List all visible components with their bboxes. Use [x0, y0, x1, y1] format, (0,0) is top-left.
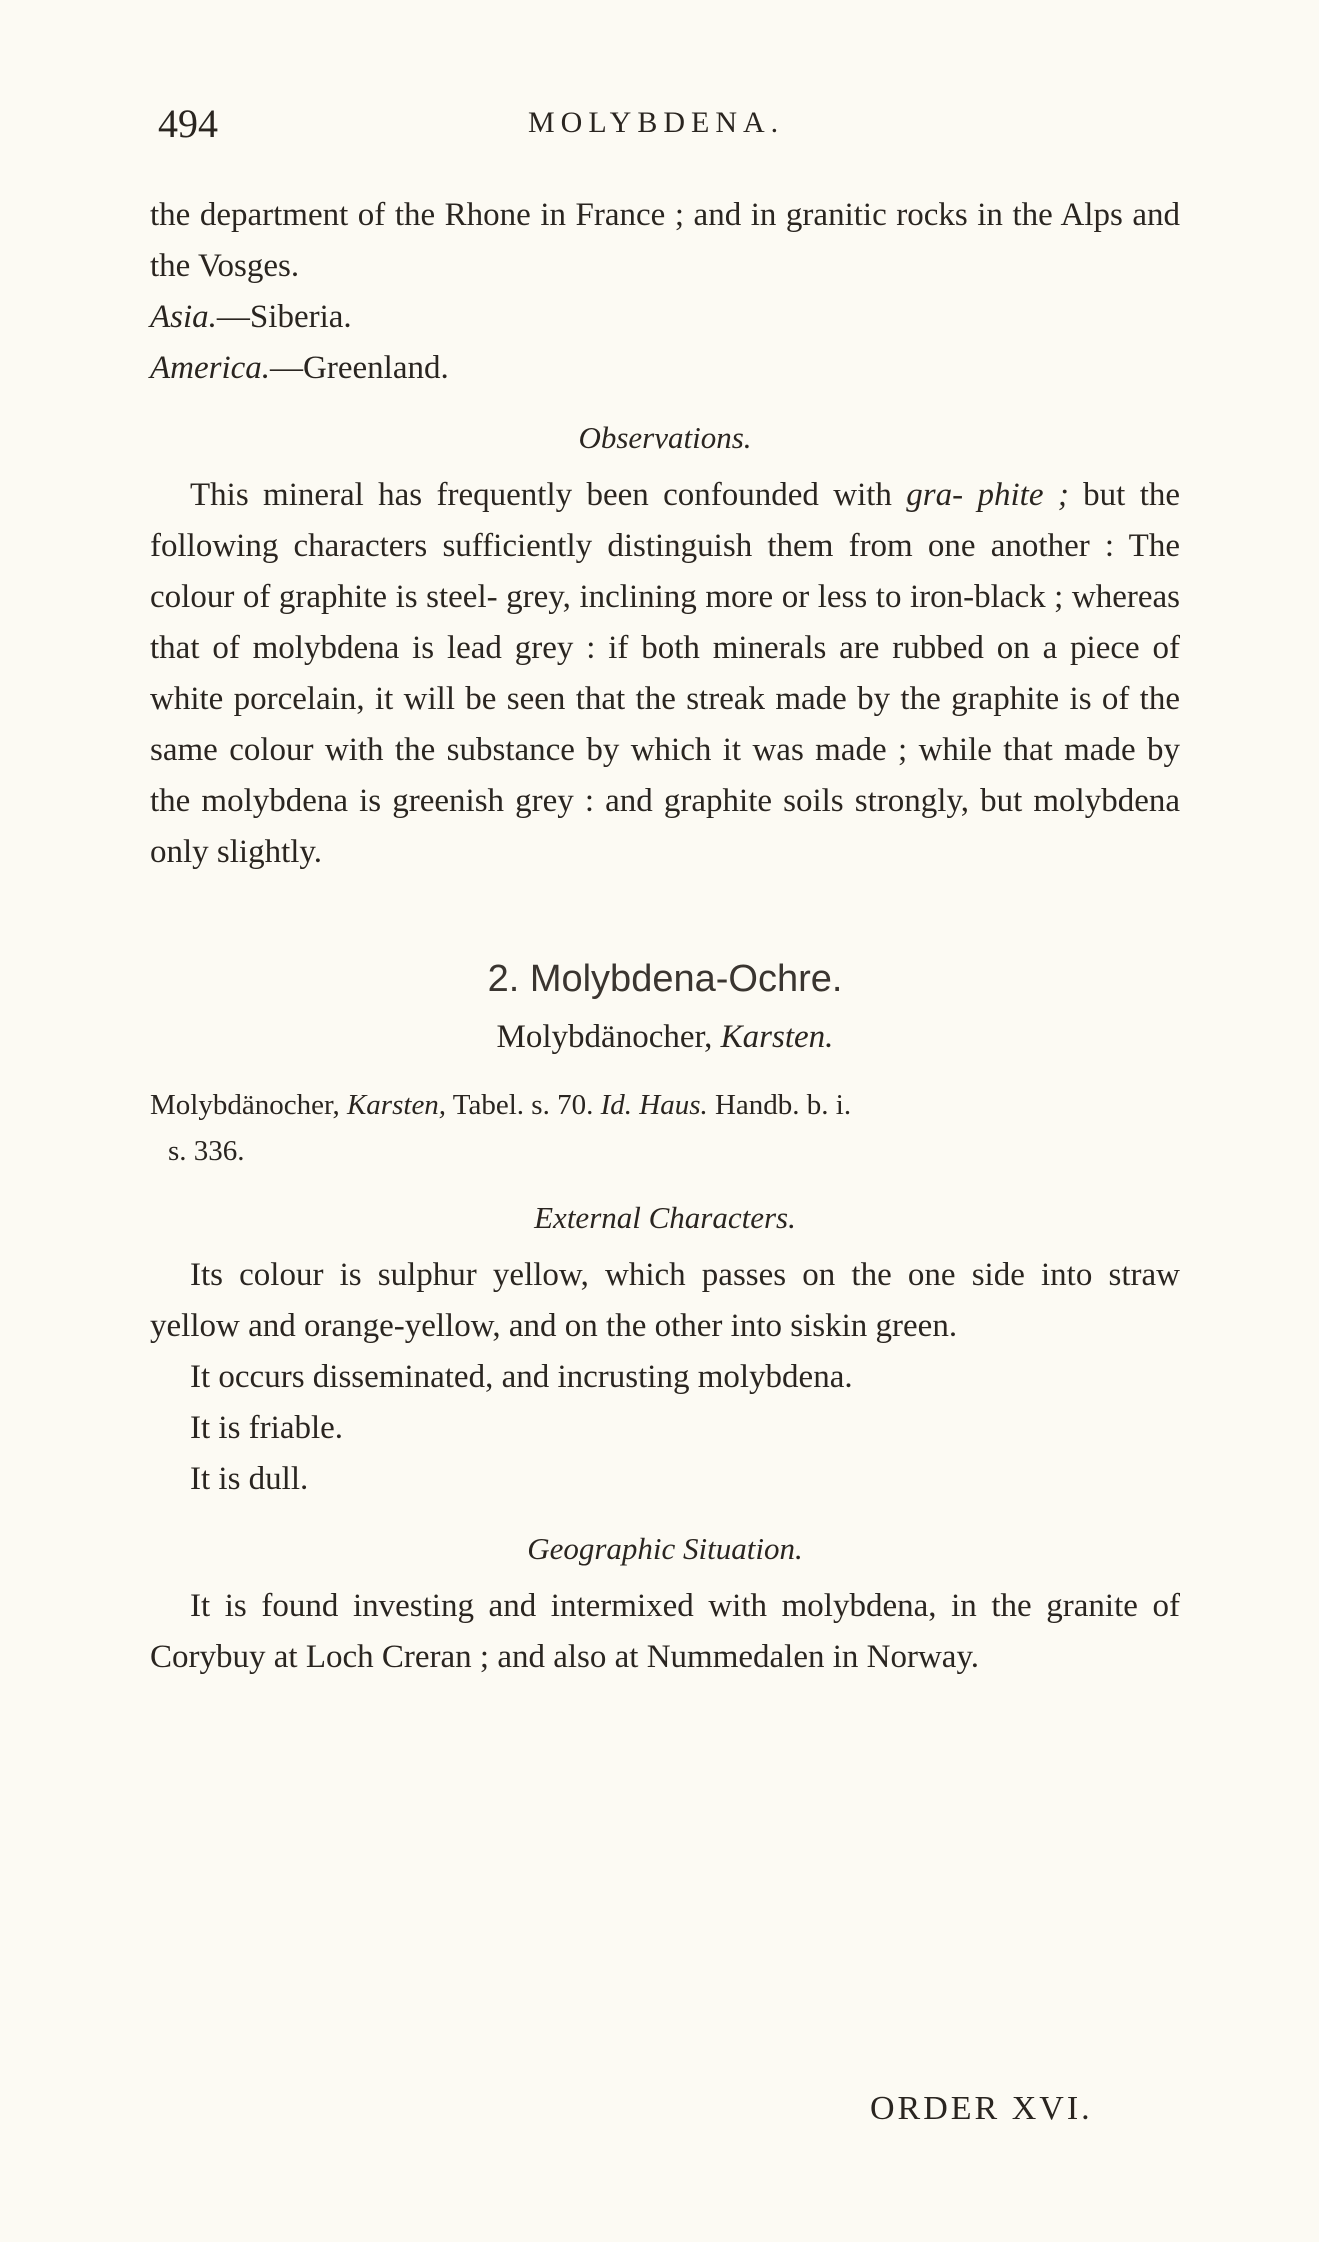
text-fragment: Tabel. s. 70. [452, 1089, 594, 1121]
locality-value: —Greenland. [270, 350, 449, 386]
text-fragment: Molybdänocher, [150, 1089, 340, 1121]
text-fragment: Id. [600, 1089, 632, 1121]
synonym-name: Molybdänocher, [496, 1019, 713, 1055]
page-body [150, 190, 1180, 1683]
text-fragment: but the following characters sufficiently distinguish them from one another : The colour of graphite is steel- grey, inclining more or less to iron-black ; whereas that of molybdena is lead grey : if both minerals are rubbed on a piece of white porcelain, it will be seen that the streak made by the graphite is of the same colour with the substance by which it was made ; while that made by the molybdena is greenish grey : and graphite soils strongly, but molybdena only slightly. [150, 477, 1181, 870]
text-fragment: s. 336. [168, 1135, 245, 1167]
locality-asia [150, 292, 1180, 343]
locality-label: Asia. [150, 299, 217, 335]
locality-value: —Siberia. [216, 299, 352, 335]
reference-line [150, 1082, 1180, 1128]
text-fragment: gra- phite ; [906, 477, 1069, 513]
external-line: It is dull. [190, 1461, 309, 1497]
observations-paragraph [150, 470, 1180, 878]
section-subtitle [150, 1019, 1180, 1056]
external-line: It occurs disseminated, and incrusting molybdena. [190, 1359, 853, 1395]
text-fragment: Haus. [639, 1089, 708, 1121]
catchword: ORDER XVI. [870, 2090, 1093, 2127]
synonym-author: Karsten. [720, 1019, 834, 1055]
section-title: 2. Molybdena-Ochre. [487, 958, 843, 1000]
paragraph-locations: the department of the Rhone in France ; and in granitic rocks in the Alps and the Vosges. [150, 197, 1180, 284]
locality-america [150, 343, 1180, 394]
reference-line-cont [150, 1128, 1180, 1174]
page-number: 494 [158, 101, 218, 146]
text-fragment: Karsten, [346, 1089, 447, 1121]
geographic-paragraph: It is found investing and intermixed with molybdena, in the granite of Corybuy at Loch Creran ; and also at Nummedalen in Norway. [150, 1588, 1180, 1675]
geographic-heading: Geographic Situation. [527, 1531, 803, 1566]
external-line: It is friable. [190, 1410, 344, 1446]
page-header [158, 100, 1158, 160]
observations-heading: Observations. [578, 420, 752, 455]
external-paragraph: Its colour is sulphur yellow, which passes on the one side into straw yellow and orange-yellow, and on the other into siskin green. [150, 1257, 1180, 1344]
external-characters-heading: External Characters. [534, 1200, 796, 1235]
running-title: MOLYBDENA. [528, 106, 785, 139]
locality-label: America. [150, 350, 271, 386]
text-fragment: This mineral has frequently been confounded with [190, 477, 892, 513]
text-fragment: Handb. b. i. [714, 1089, 852, 1121]
